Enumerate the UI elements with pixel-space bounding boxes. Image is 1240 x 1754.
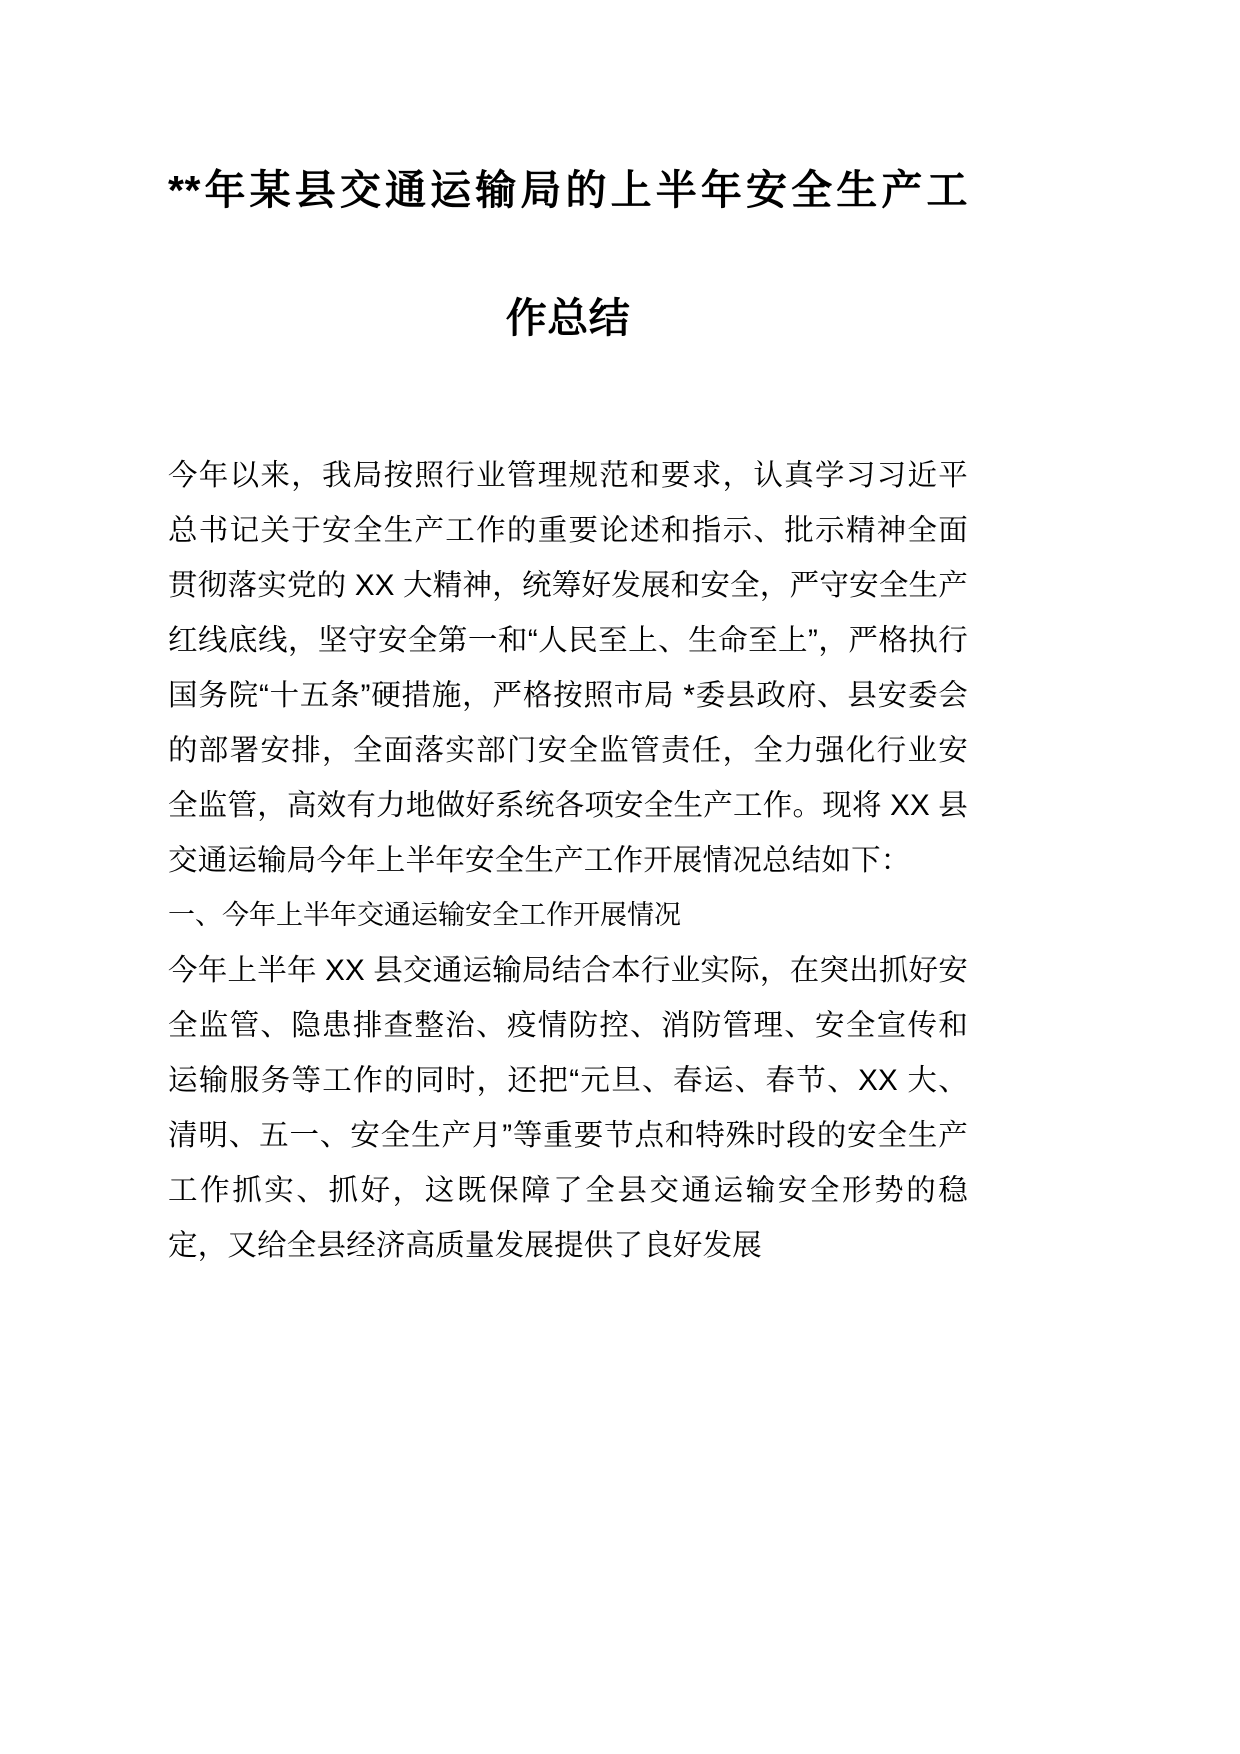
- document-body: [168, 448, 968, 1273]
- document-content: [168, 0, 968, 1273]
- page-title-line-2: 作总结: [505, 295, 631, 342]
- paragraph-intro: 今年以来，我局按照行业管理规范和要求，认真学习习近平总书记关于安全生产工作的重要论述和指示、批示精神全面贯彻落实党的 XX 大精神，统筹好发展和安全，严守安全生产红线底线，坚守安全第一和“人民至上、生命至上”，严格执行国务院“十五条”硬措施，严格按照市局 *委县政府、县安委会的部署安排，全面落实部门安全监管责任，全力强化行业安全监管，高效有力地做好系统各项安全生产工作。现将 XX 县交通运输局今年上半年安全生产工作开展情况总结如下：: [168, 459, 968, 878]
- page-title-line-1: **年某县交通运输局的上半年安全生产工: [168, 167, 968, 213]
- page-title: [168, 0, 968, 343]
- paragraph-section-1: 今年上半年 XX 县交通运输局结合本行业实际，在突出抓好安全监管、隐患排查整治、疫情防控、消防管理、安全宣传和运输服务等工作的同时，还把“元旦、春运、春节、XX 大、清明、五一、安全生产月”等重要节点和特殊时段的安全生产工作抓实、抓好，这既保障了全县交通运输安全形势的稳定，又给全县经济高质量发展提供了良好发展: [168, 954, 968, 1263]
- section-heading-1: 一、今年上半年交通运输安全工作开展情况: [168, 900, 681, 931]
